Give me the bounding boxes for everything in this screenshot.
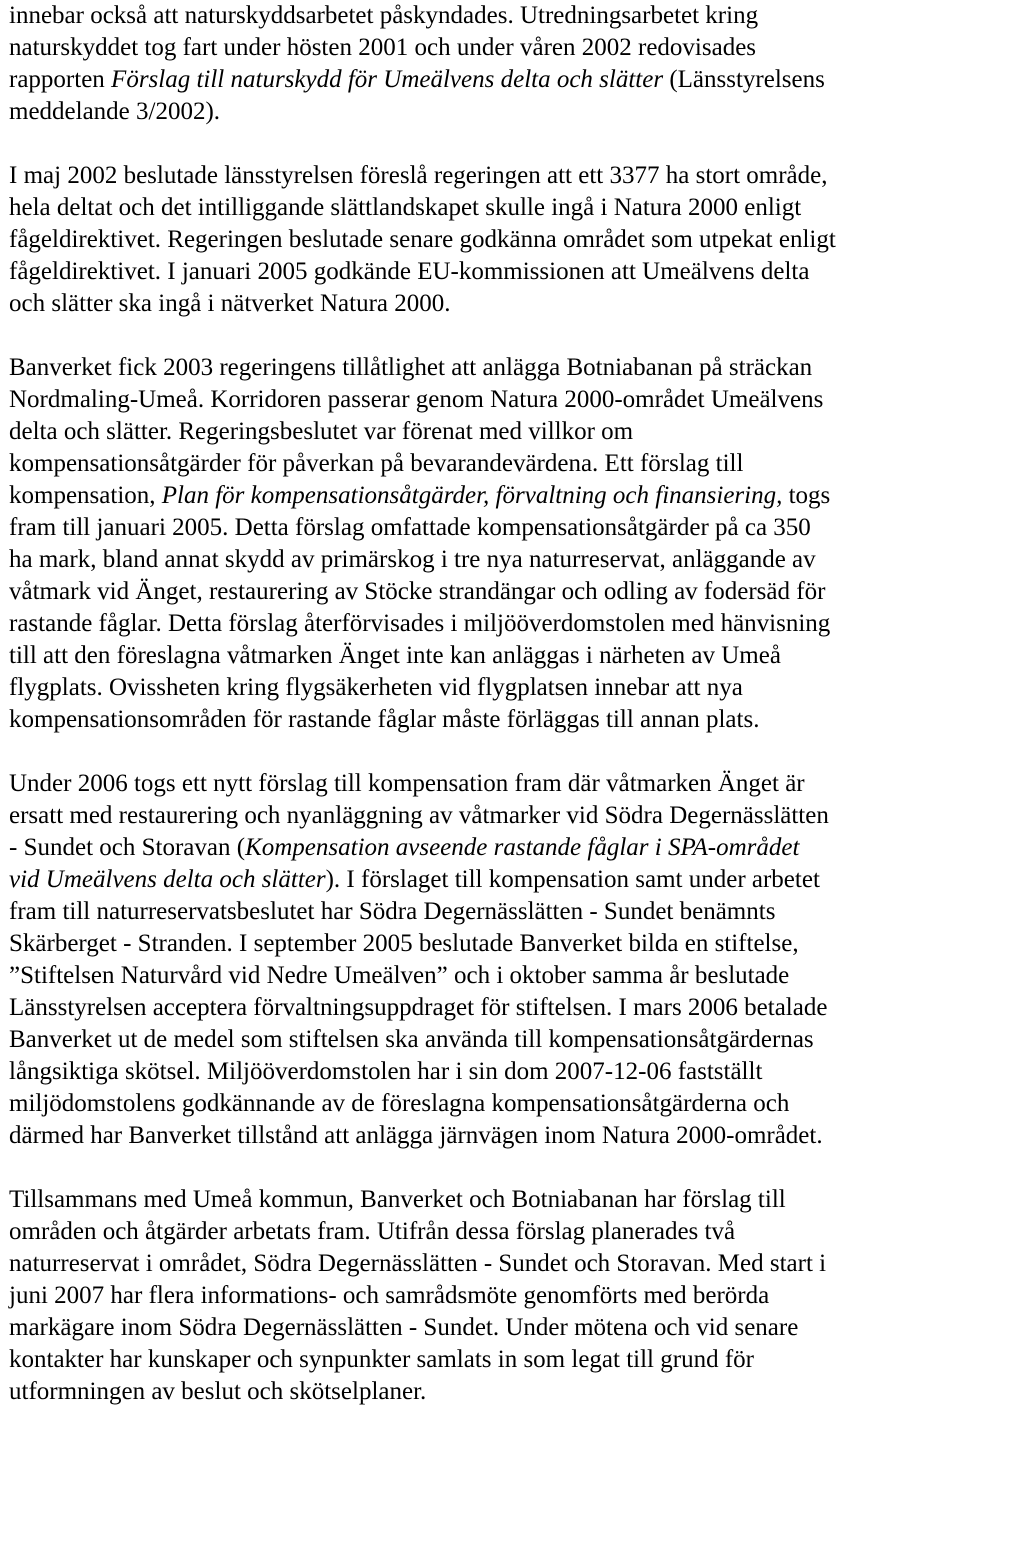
text-run: Skärberget - Stranden. I september 2005 beslutade Banverket bilda en stiftelse, [9,930,799,957]
text-run: Tillsammans med Umeå kommun, Banverket och Botniabanan har förslag till [9,1186,786,1213]
text-run: flygplats. Ovissheten kring flygsäkerheten vid flygplatsen innebar att nya [9,674,743,701]
paragraph-spacer [9,128,1021,160]
text-line [9,864,1021,896]
text-line [9,96,1021,128]
text-run: Banverket fick 2003 regeringens tillåtlighet att anlägga Botniabanan på sträckan [9,354,813,381]
text-run: Länsstyrelsen acceptera förvaltningsuppdraget för stiftelsen. I mars 2006 betalade [9,994,828,1021]
body-paragraph [9,768,1021,1152]
text-line [9,480,1021,512]
text-line [9,1312,1021,1344]
text-line [9,608,1021,640]
text-run: (Länsstyrelsens [663,66,825,93]
text-line [9,992,1021,1024]
text-line [9,896,1021,928]
text-run: kompensation, [9,482,162,509]
italic-title-run: vid Umeälvens delta och slätter [9,866,326,893]
text-run: kompensationsområden för rastande fåglar måste förläggas till annan plats. [9,706,760,733]
text-line [9,224,1021,256]
text-run: - Sundet och Storavan ( [9,834,246,861]
text-line [9,256,1021,288]
text-run: till att den föreslagna våtmarken Änget inte kan anläggas i närheten av Umeå [9,642,781,669]
text-run: meddelande 3/2002). [9,98,221,125]
text-run: fram till januari 2005. Detta förslag omfattade kompensationsåtgärder på ca 350 [9,514,811,541]
text-run: miljödomstolens godkännande av de föreslagna kompensationsåtgärderna och [9,1090,790,1117]
text-line [9,416,1021,448]
text-run: naturreservat i området, Södra Degernässlätten - Sundet och Storavan. Med start i [9,1250,827,1277]
text-run: ha mark, bland annat skydd av primärskog i tre nya naturreservat, anläggande av [9,546,816,573]
text-run: delta och slätter. Regeringsbeslutet var förenat med villkor om [9,418,634,445]
text-run: ”Stiftelsen Naturvård vid Nedre Umeälven” och i oktober samma år beslutade [9,962,790,989]
body-paragraph [9,0,1021,128]
text-run: långsiktiga skötsel. Miljööverdomstolen har i sin dom 2007-12-06 fastställt [9,1058,763,1085]
text-run: våtmark vid Änget, restaurering av Stöcke strandängar och odling av fodersäd för [9,578,826,605]
text-run: innebar också att naturskyddsarbetet påskyndades. Utredningsarbetet kring [9,2,759,29]
text-line [9,832,1021,864]
text-run: I maj 2002 beslutade länsstyrelsen föreslå regeringen att ett 3377 ha stort område, [9,162,828,189]
text-run: fågeldirektivet. I januari 2005 godkände EU-kommissionen att Umeälvens delta [9,258,810,285]
text-line [9,352,1021,384]
text-line [9,928,1021,960]
text-run: ersatt med restaurering och nyanläggning av våtmarker vid Södra Degernässlätten [9,802,829,829]
text-run: rapporten [9,66,112,93]
text-run: områden och åtgärder arbetats fram. Utifrån dessa förslag planerades två [9,1218,736,1245]
text-run: och slätter ska ingå i nätverket Natura 2000. [9,290,451,317]
text-run: utformningen av beslut och skötselplaner. [9,1378,427,1405]
paragraph-spacer [9,1152,1021,1184]
text-line [9,640,1021,672]
text-line [9,1248,1021,1280]
text-run: ). I förslaget till kompensation samt under arbetet [325,866,820,893]
text-line [9,704,1021,736]
text-run: juni 2007 har flera informations- och samrådsmöte genomförts med berörda [9,1282,770,1309]
text-line [9,32,1021,64]
text-line [9,672,1021,704]
text-line [9,1056,1021,1088]
text-run: hela deltat och det intilliggande slättlandskapet skulle ingå i Natura 2000 enligt [9,194,802,221]
text-run: Banverket ut de medel som stiftelsen ska använda till kompensationsåtgärdernas [9,1026,814,1053]
italic-title-run: Kompensation avseende rastande fåglar i SPA-området [245,834,800,861]
text-line [9,160,1021,192]
text-run: rastande fåglar. Detta förslag återförvisades i miljööverdomstolen med hänvisning [9,610,831,637]
text-line [9,1280,1021,1312]
text-line [9,192,1021,224]
paragraph-spacer [9,736,1021,768]
italic-title-run: Plan för kompensationsåtgärder, förvaltning och finansiering, [161,482,783,509]
text-line [9,1216,1021,1248]
text-line [9,768,1021,800]
text-run: Nordmaling-Umeå. Korridoren passerar genom Natura 2000-området Umeälvens [9,386,824,413]
text-run: togs [782,482,831,509]
text-run: markägare inom Södra Degernässlätten - Sundet. Under mötena och vid senare [9,1314,799,1341]
text-line [9,544,1021,576]
text-line [9,1088,1021,1120]
document-page [9,0,1021,1408]
text-line [9,288,1021,320]
text-line [9,960,1021,992]
text-line [9,512,1021,544]
text-run: Under 2006 togs ett nytt förslag till kompensation fram där våtmarken Änget är [9,770,805,797]
text-line [9,1120,1021,1152]
text-run: naturskyddet tog fart under hösten 2001 och under våren 2002 redovisades [9,34,757,61]
body-paragraph [9,160,1021,320]
italic-title-run: Förslag till naturskydd för Umeälvens delta och slätter [111,66,664,93]
paragraph-spacer [9,320,1021,352]
text-run: fram till naturreservatsbeslutet har Södra Degernässlätten - Sundet benämnts [9,898,776,925]
body-paragraph [9,352,1021,736]
text-line [9,64,1021,96]
text-line [9,0,1021,32]
text-run: därmed har Banverket tillstånd att anlägga järnvägen inom Natura 2000-området. [9,1122,823,1149]
text-line [9,448,1021,480]
text-line [9,1376,1021,1408]
text-run: kontakter har kunskaper och synpunkter samlats in som legat till grund för [9,1346,754,1373]
text-line [9,1024,1021,1056]
text-line [9,1344,1021,1376]
text-run: kompensationsåtgärder för påverkan på bevarandevärdena. Ett förslag till [9,450,744,477]
text-line [9,384,1021,416]
body-paragraph [9,1184,1021,1408]
text-line [9,576,1021,608]
text-line [9,800,1021,832]
text-run: fågeldirektivet. Regeringen beslutade senare godkänna området som utpekat enligt [9,226,836,253]
text-line [9,1184,1021,1216]
